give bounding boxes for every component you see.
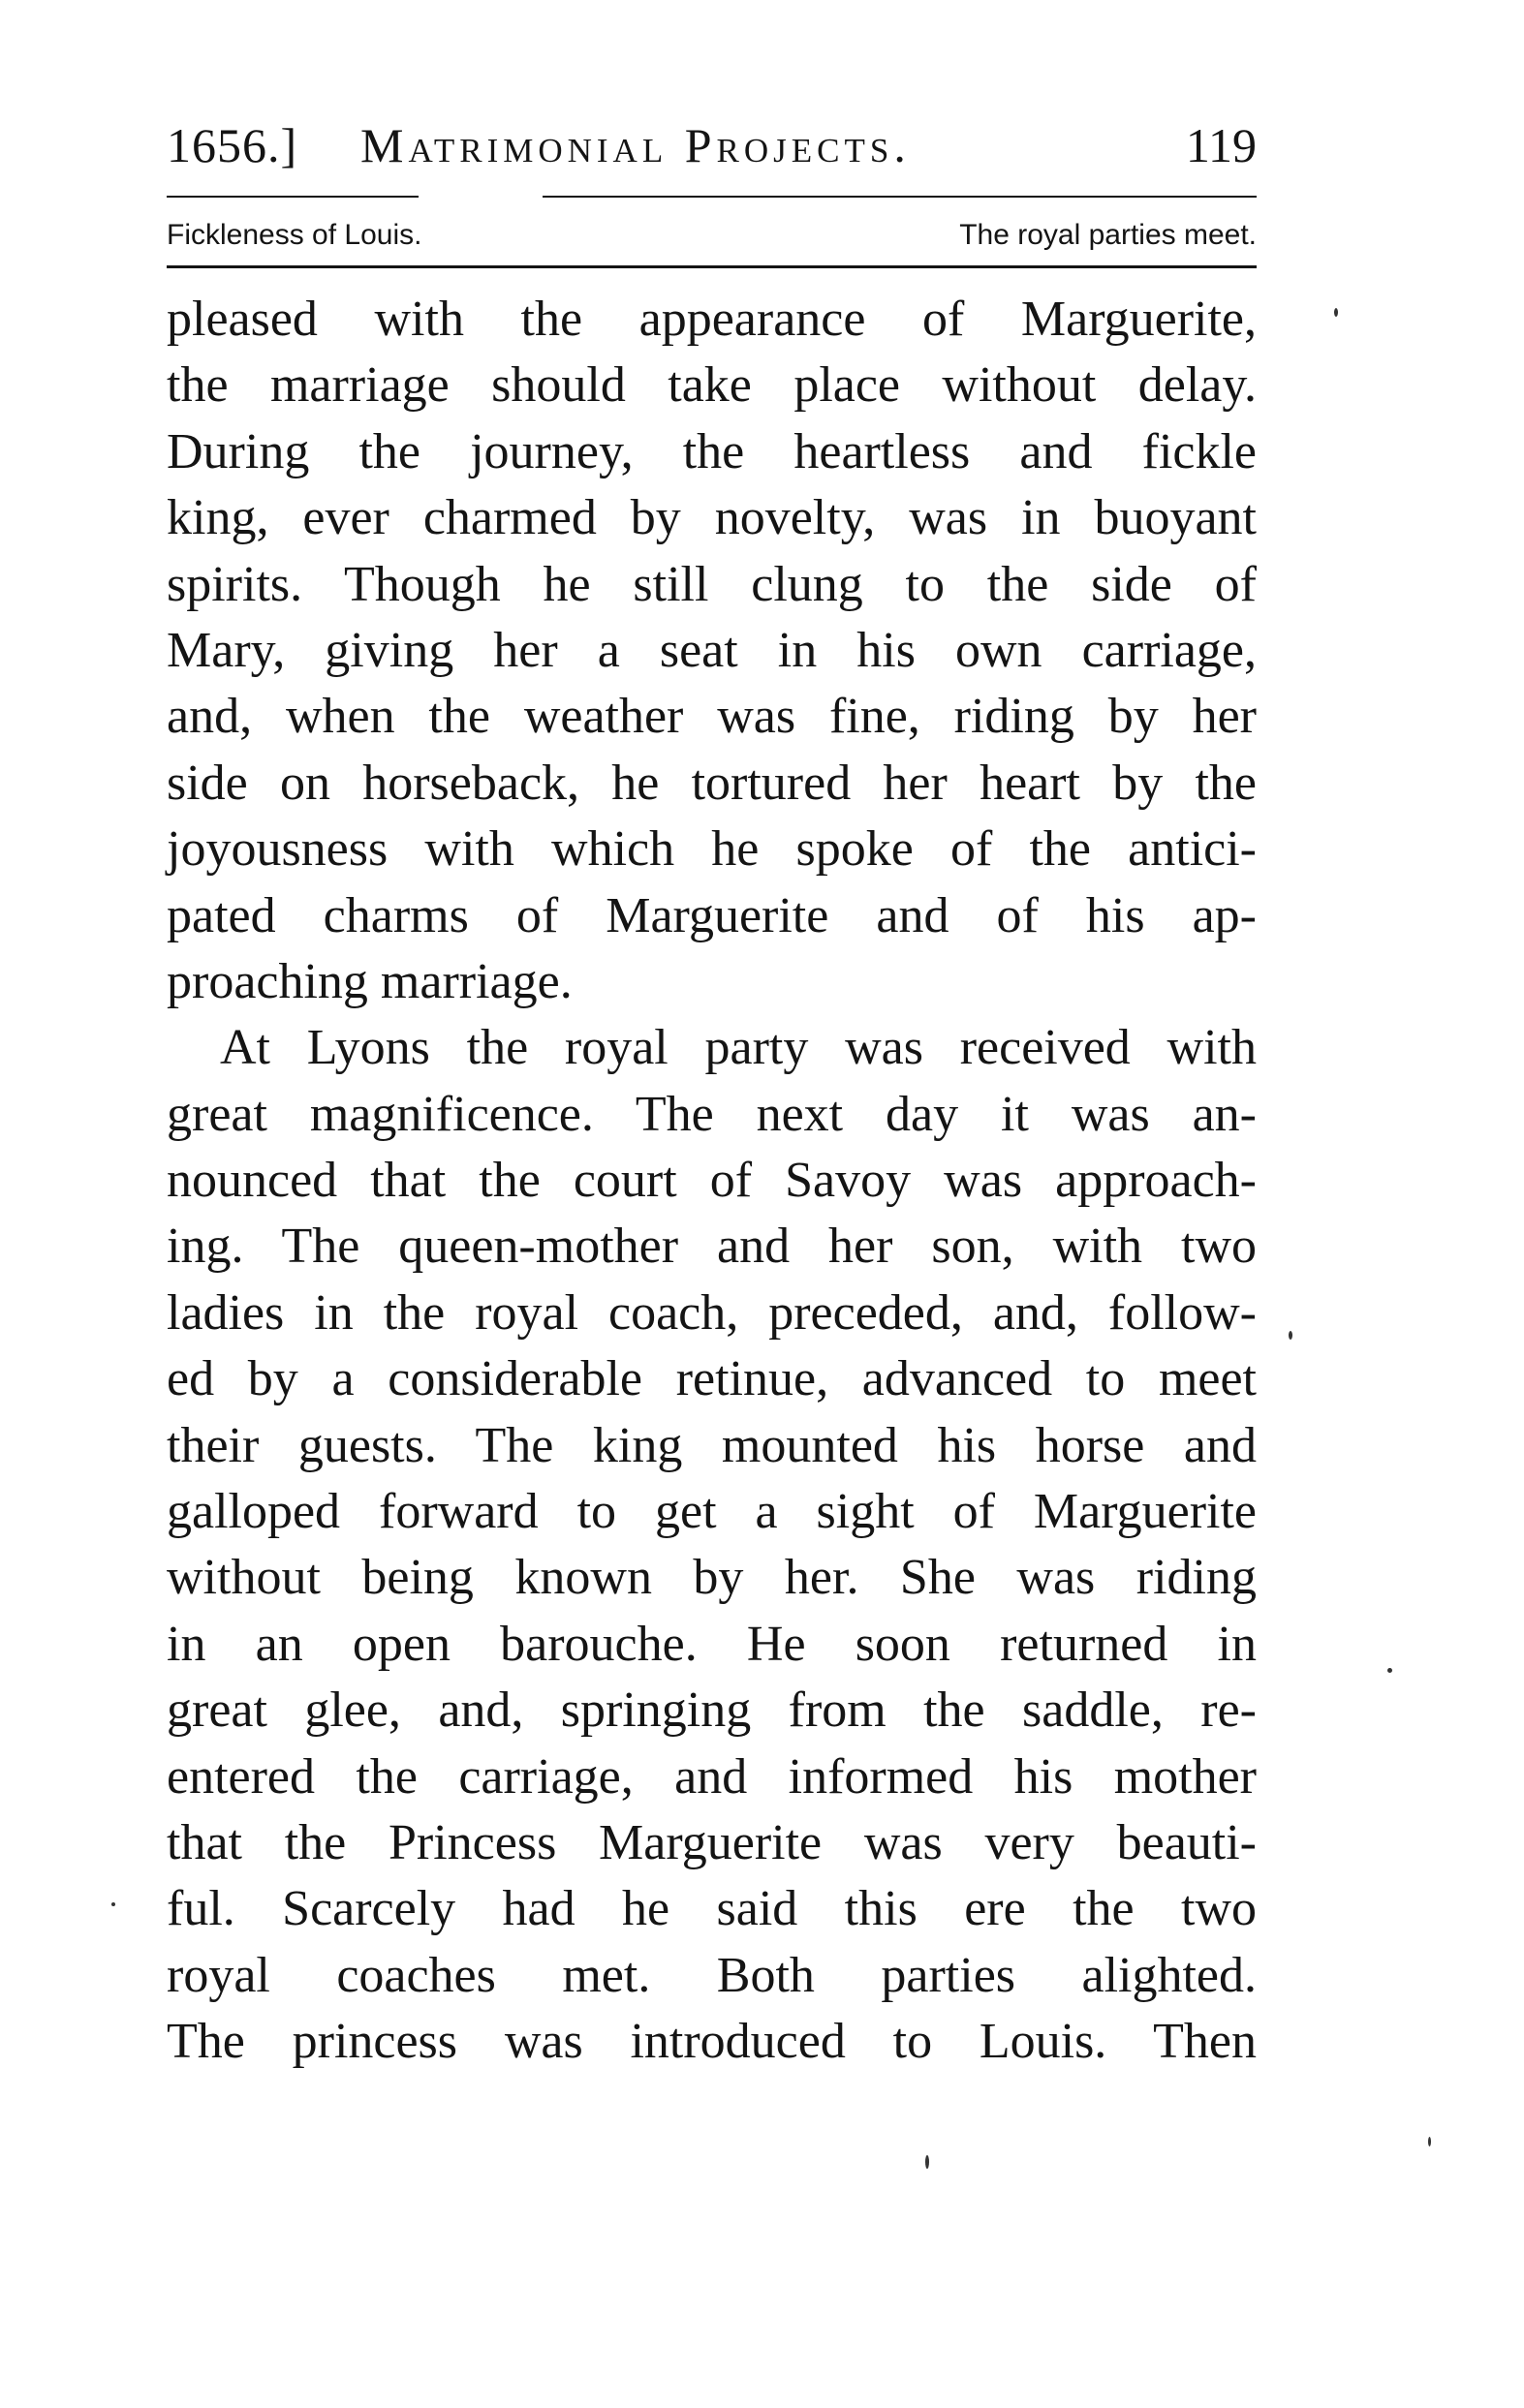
print-speck bbox=[1387, 1668, 1392, 1673]
text-line: At Lyons the royal party was received with bbox=[220, 1020, 1257, 1076]
text-line: the marriage should take place without delay. bbox=[167, 357, 1257, 414]
text-line: pleased with the appearance of Marguerite, bbox=[167, 292, 1257, 347]
header-rule-right bbox=[543, 196, 1257, 198]
running-head bbox=[167, 107, 1257, 184]
text-line: The princess was introduced to Louis. Then bbox=[167, 2014, 1257, 2070]
print-speck bbox=[1334, 308, 1338, 317]
text-line: great magnificence. The next day it was an- bbox=[167, 1086, 1257, 1142]
text-line: that the Princess Marguerite was very beauti- bbox=[167, 1814, 1257, 1870]
print-speck bbox=[1289, 1331, 1292, 1340]
header-rule-left bbox=[167, 196, 419, 198]
text-line: During the journey, the heartless and fickle bbox=[167, 423, 1257, 479]
text-line: ful. Scarcely had he said this ere the two bbox=[167, 1881, 1257, 1937]
text-line: galloped forward to get a sight of Marguerite bbox=[167, 1484, 1257, 1540]
text-line: joyousness with which he spoke of the antici- bbox=[167, 821, 1257, 878]
text-line: ed by a considerable retinue, advanced to meet bbox=[167, 1351, 1257, 1407]
print-speck bbox=[111, 1902, 115, 1906]
text-line: ing. The queen-mother and her son, with two bbox=[167, 1219, 1257, 1275]
running-head-year: 1656.] bbox=[167, 118, 298, 172]
text-line: royal coaches met. Both parties alighted. bbox=[167, 1947, 1257, 2003]
text-line: spirits. Though he still clung to the side of bbox=[167, 556, 1257, 612]
side-note-left: Fickleness of Louis. bbox=[167, 219, 422, 251]
text-line: Mary, giving her a seat in his own carriage, bbox=[167, 622, 1257, 678]
text-line: entered the carriage, and informed his mother bbox=[167, 1748, 1257, 1805]
text-line: ladies in the royal coach, preceded, and, follow- bbox=[167, 1284, 1257, 1341]
print-speck bbox=[925, 2155, 929, 2169]
text-line: great glee, and, springing from the saddle, re- bbox=[167, 1683, 1257, 1739]
text-line: nounced that the court of Savoy was approach- bbox=[167, 1153, 1257, 1209]
text-line: pated charms of Marguerite and of his ap- bbox=[167, 887, 1257, 943]
header-rule-bottom bbox=[167, 265, 1257, 268]
text-line: without being known by her. She was riding bbox=[167, 1550, 1257, 1606]
running-head-title: Matrimonial Projects. bbox=[360, 118, 911, 172]
page-number: 119 bbox=[1185, 118, 1257, 172]
text-line: in an open barouche. He soon returned in bbox=[167, 1616, 1257, 1672]
text-line: proaching marriage. bbox=[167, 953, 573, 1009]
text-line: and, when the weather was fine, riding by her bbox=[167, 689, 1257, 745]
text-line: side on horseback, he tortured her heart by the bbox=[167, 755, 1257, 811]
text-line: king, ever charmed by novelty, was in buoyant bbox=[167, 490, 1257, 546]
print-speck bbox=[1428, 2137, 1431, 2146]
side-note-right: The royal parties meet. bbox=[959, 219, 1257, 251]
body-text bbox=[167, 287, 1257, 2076]
text-line: their guests. The king mounted his horse and bbox=[167, 1417, 1257, 1473]
